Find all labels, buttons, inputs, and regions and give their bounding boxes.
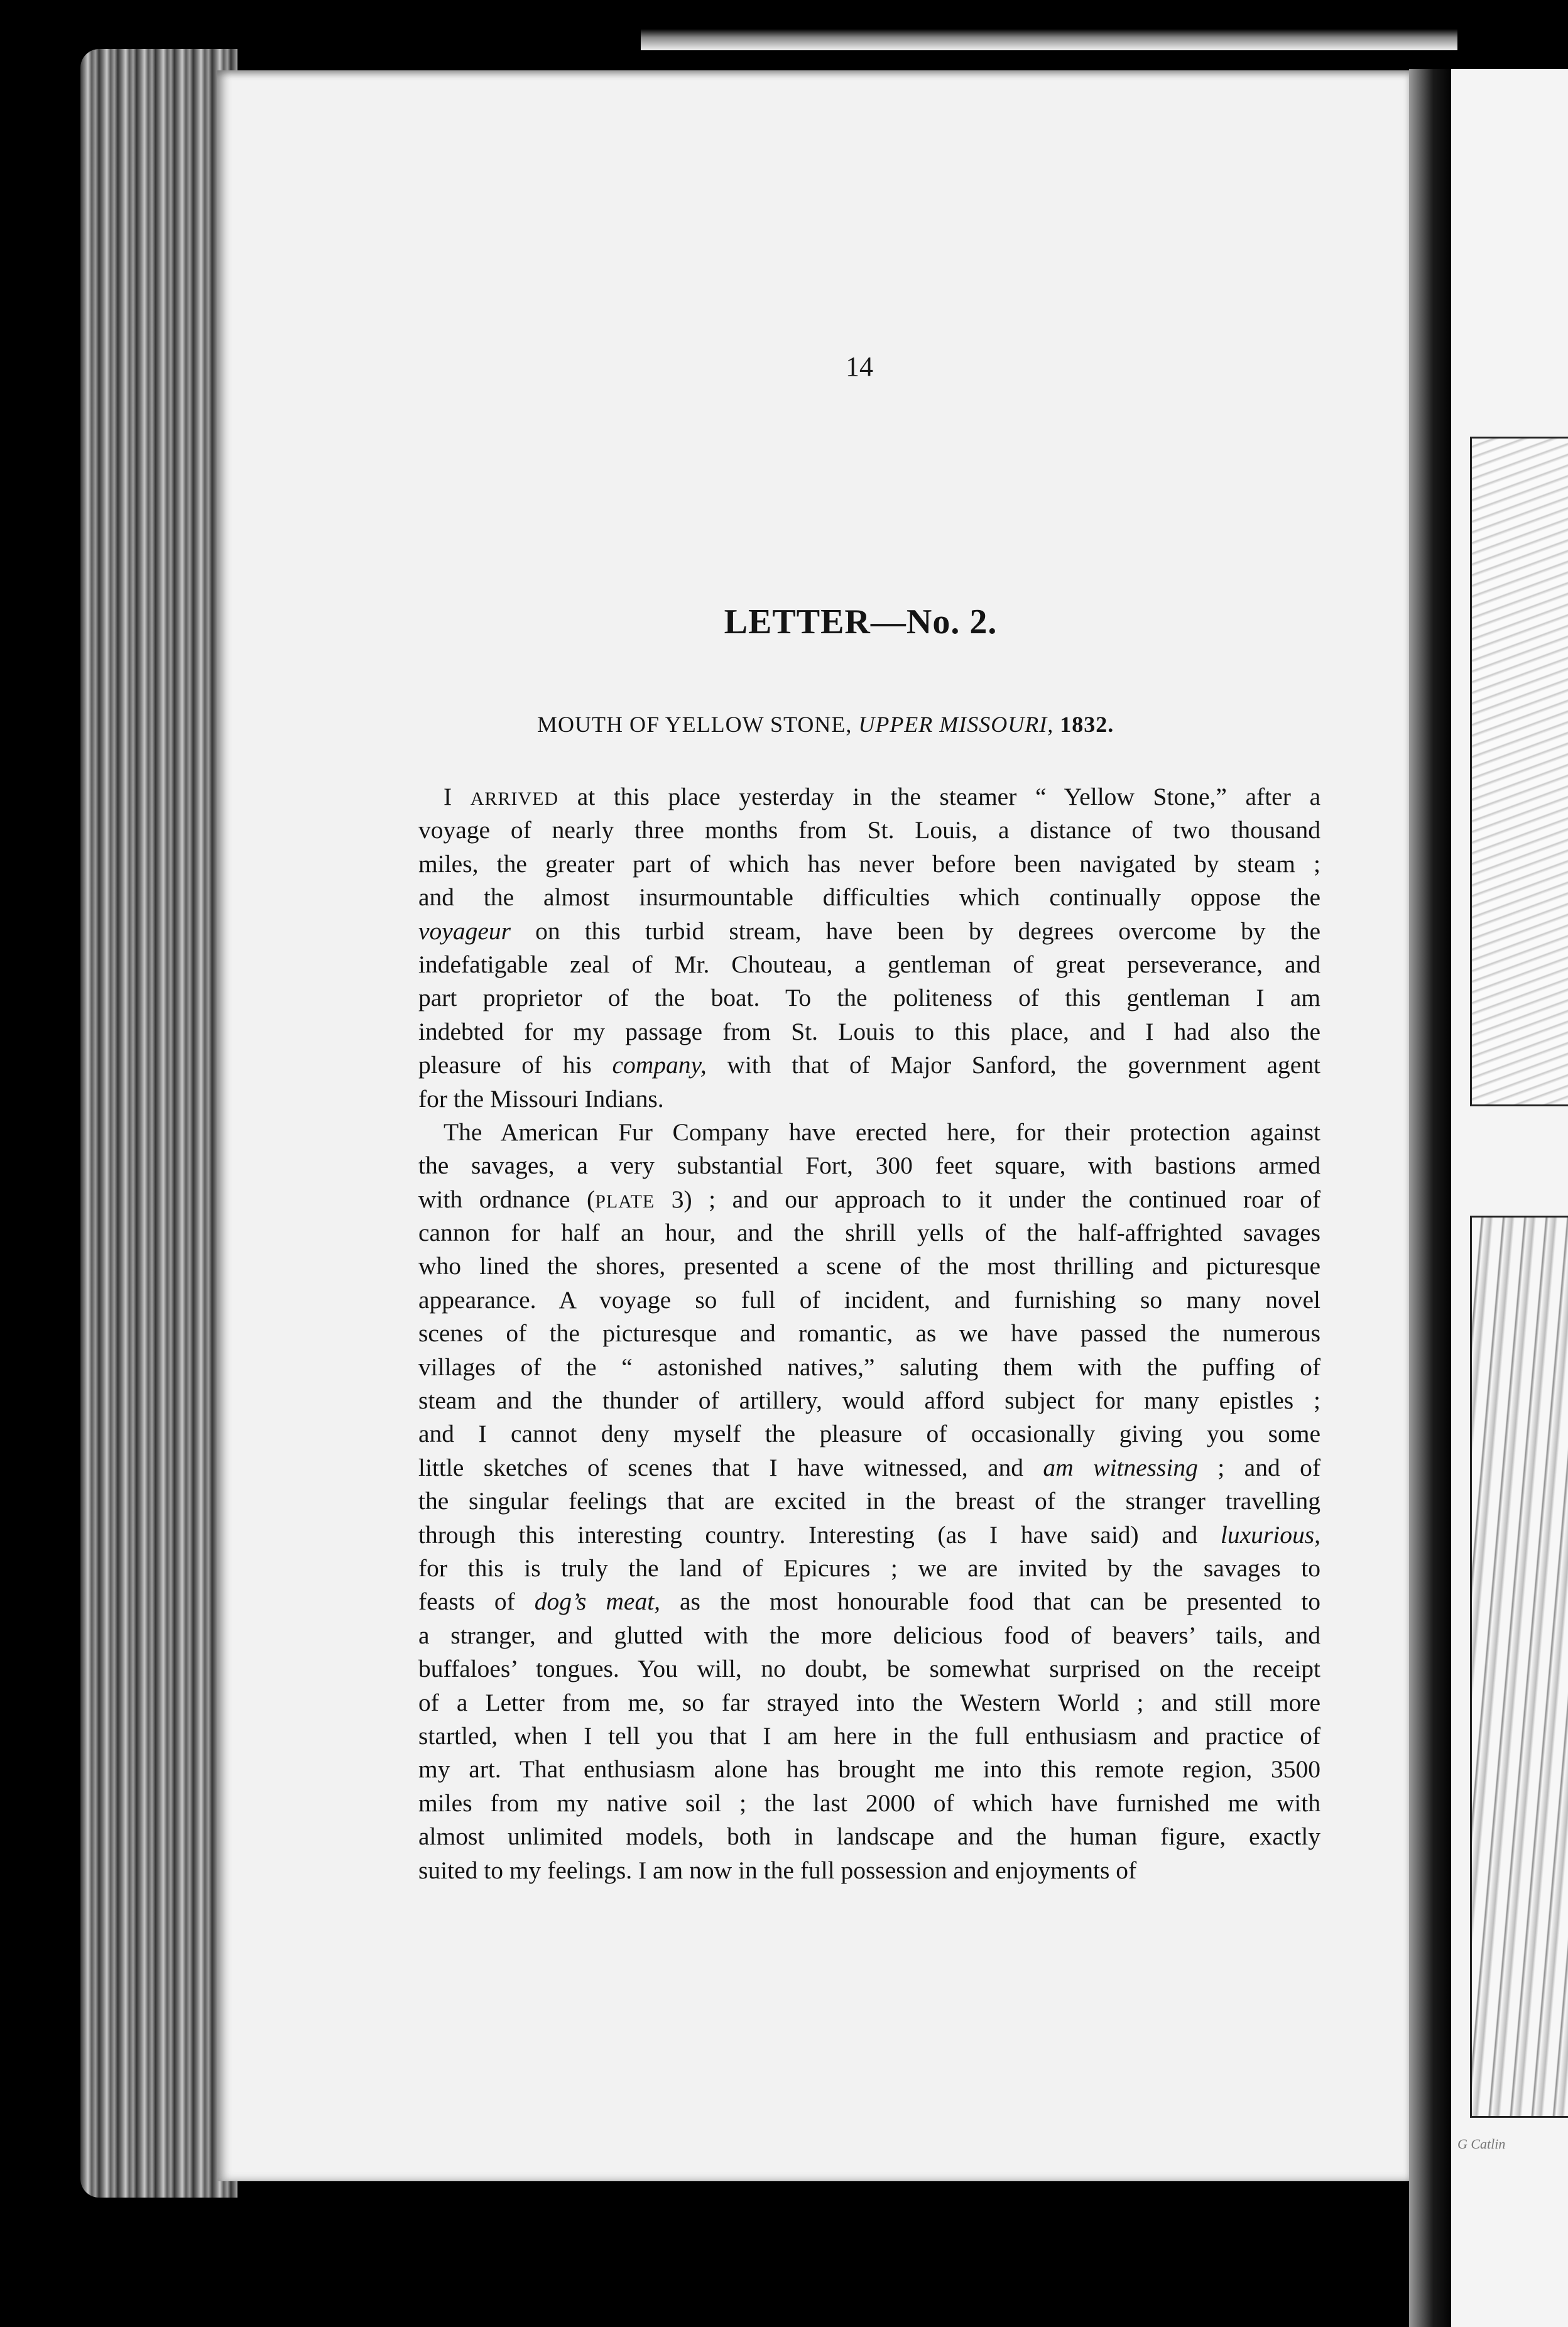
text-line — [418, 1585, 1320, 1618]
text-run: on this turbid stream, have been by degrees overcome by the — [510, 917, 1320, 945]
facing-plate-engraving-bottom — [1470, 1216, 1568, 2118]
text-run: through this interesting country. Interesting (as I have said) and — [418, 1520, 1221, 1549]
gutter-shadow — [1409, 69, 1453, 2327]
text-line: miles from my native soil ; the last 2000 of which have furnished me with — [418, 1789, 1320, 1817]
facing-page — [1451, 69, 1568, 2327]
page-edges-top — [641, 29, 1457, 50]
text-line: for this is truly the land of Epicures ; we are invited by the savages to — [418, 1554, 1320, 1582]
emphasis-run: voyageur — [418, 917, 511, 945]
page-number: 14 — [846, 351, 873, 382]
text-line: almost unlimited models, both in landscape and the human figure, exactly — [418, 1823, 1320, 1851]
text-run: with ordnance ( — [418, 1185, 596, 1213]
text-line: indefatigable zeal of Mr. Chouteau, a gentleman of great perseverance, and — [418, 950, 1320, 978]
text-line: and the almost insurmountable difficulties which continually oppose the — [418, 883, 1320, 912]
text-run: 3) ; and our approach to it under the continued roar of — [655, 1185, 1320, 1213]
emphasis-run: luxurious, — [1220, 1520, 1320, 1549]
text-line — [418, 915, 1320, 948]
dateline-year: 1832. — [1060, 712, 1114, 737]
text-run: with that of Major Sanford, the government agent — [706, 1051, 1320, 1079]
text-line: scenes of the picturesque and romantic, as we have passed the numerous — [418, 1319, 1320, 1348]
text-line: startled, when I tell you that I am here in the full enthusiasm and practice of — [418, 1721, 1320, 1750]
text-line: a stranger, and glutted with the more delicious food of beavers’ tails, and — [418, 1621, 1320, 1649]
letter-body — [418, 780, 1320, 1887]
text-run: feasts of — [418, 1588, 535, 1616]
text-line: miles, the greater part of which has never before been navigated by steam ; — [418, 849, 1320, 878]
text-line — [418, 1451, 1320, 1485]
text-line: buffaloes’ tongues. You will, no doubt, be somewhat surprised on the receipt — [418, 1655, 1320, 1683]
emphasis-run: PLATE — [595, 1191, 655, 1212]
emphasis-run: ARRIVED — [470, 788, 559, 809]
text-run: ; and of — [1197, 1453, 1320, 1481]
dateline-place: MOUTH OF YELLOW STONE, — [537, 712, 852, 737]
text-line: steam and the thunder of artillery, would afford subject for many epistles ; — [418, 1387, 1320, 1415]
text-line: part proprietor of the boat. To the politeness of this gentleman I am — [418, 984, 1320, 1012]
letter-heading: LETTER—No. 2. — [724, 602, 998, 641]
emphasis-run: dog’s meat, — [534, 1588, 661, 1616]
facing-plate-credit: G Catlin — [1457, 2136, 1506, 2152]
text-line: suited to my feelings. I am now in the full possession and enjoyments of — [418, 1856, 1137, 1884]
text-run: I — [444, 783, 471, 810]
page-edges-binding — [80, 49, 237, 2198]
dateline — [537, 711, 1114, 738]
facing-plate-engraving-top — [1470, 437, 1568, 1106]
text-line: and I cannot deny myself the pleasure of occasionally giving you some — [418, 1420, 1320, 1448]
text-run: little sketches of scenes that I have witnessed, and — [418, 1453, 1043, 1481]
text-line: for the Missouri Indians. — [418, 1084, 664, 1113]
text-line: of a Letter from me, so far strayed into the Western World ; and still more — [418, 1688, 1320, 1716]
text-line: my art. That enthusiasm alone has brought me into this remote region, 3500 — [418, 1755, 1320, 1784]
text-line — [418, 1518, 1320, 1552]
text-run: pleasure of his — [418, 1051, 612, 1079]
text-line: who lined the shores, presented a scene of the most thrilling and picturesque — [418, 1252, 1320, 1280]
text-run: at this place yesterday in the steamer “ Yellow Stone,” after a — [558, 783, 1320, 810]
text-line: appearance. A voyage so full of incident, and furnishing so many novel — [418, 1285, 1320, 1314]
emphasis-run: am witnessing — [1043, 1453, 1198, 1481]
text-line — [418, 780, 1320, 814]
text-line — [418, 1183, 1320, 1216]
text-line — [418, 1049, 1320, 1082]
text-line: villages of the “ astonished natives,” saluting them with the puffing of — [418, 1353, 1320, 1381]
text-run: as the most honourable food that can be presented to — [660, 1588, 1320, 1616]
text-line: the savages, a very substantial Fort, 300 feet square, with bastions armed — [418, 1152, 1320, 1180]
text-line: cannon for half an hour, and the shrill yells of the half-affrighted savages — [418, 1219, 1320, 1247]
dateline-region: UPPER MISSOURI, — [858, 712, 1054, 737]
text-line: indebted for my passage from St. Louis to this place, and I had also the — [418, 1017, 1320, 1045]
text-line: voyage of nearly three months from St. Louis, a distance of two thousand — [418, 816, 1320, 844]
text-line: the singular feelings that are excited in the breast of the stranger travelling — [418, 1487, 1320, 1515]
text-line: The American Fur Company have erected here, for their protection against — [444, 1118, 1320, 1146]
emphasis-run: company, — [612, 1051, 707, 1079]
